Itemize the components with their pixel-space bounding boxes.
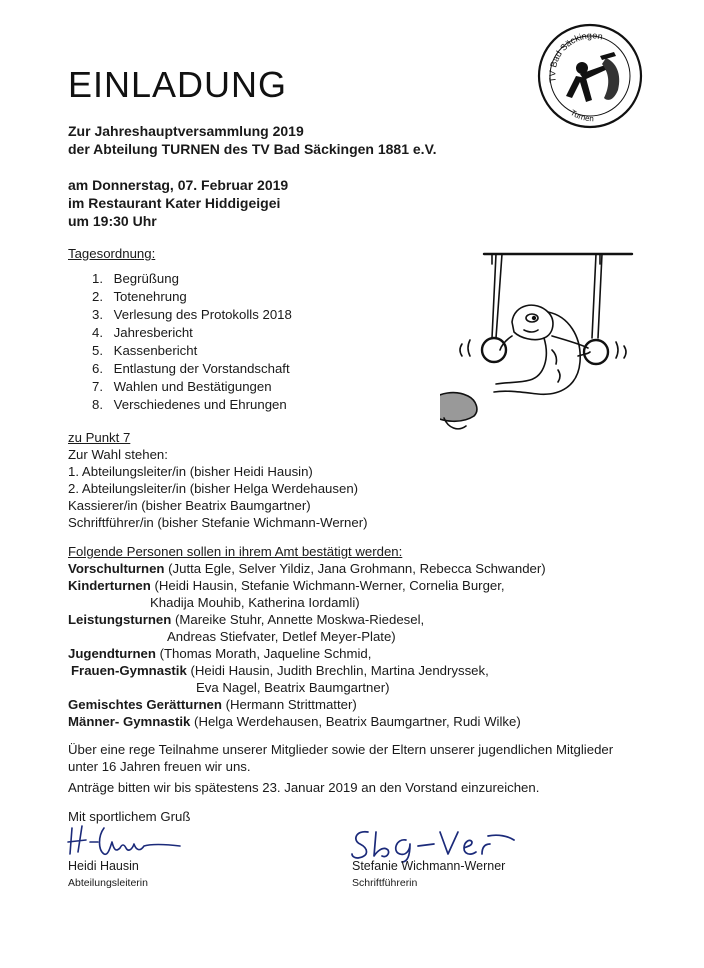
logo-graphic	[536, 22, 644, 130]
greeting: Mit sportlichem Gruß	[68, 809, 191, 824]
logo-bottom-text: Turnen	[568, 108, 594, 124]
signature-scribble-hausin	[64, 822, 194, 858]
agenda-item	[92, 378, 292, 396]
group-people: (Thomas Morath, Jaqueline Schmid,	[155, 646, 372, 661]
group-name: Männer- Gymnastik	[68, 714, 191, 729]
election-item: Schriftführer/in (bisher Stefanie Wichmann-Werner)	[68, 515, 368, 530]
agenda-item-label: Wahlen und Bestätigungen	[113, 379, 272, 394]
election-intro: Zur Wahl stehen:	[68, 447, 168, 462]
group-people: (Heidi Hausin, Judith Brechlin, Martina Jendryssek,	[186, 663, 489, 678]
signature-scribble-wichmann	[348, 824, 518, 864]
agenda-item-label: Entlastung der Vorstandschaft	[113, 361, 290, 376]
meeting-date: am Donnerstag, 07. Februar 2019	[68, 177, 289, 193]
confirmations-heading: Folgende Personen sollen in ihrem Amt bestätigt werden:	[68, 544, 403, 559]
group-people-continued: Andreas Stiefvater, Detlef Meyer-Plate)	[167, 629, 396, 644]
group-jugendturnen	[68, 645, 371, 662]
handwritten-signature	[348, 824, 518, 864]
agenda-list	[92, 270, 292, 414]
handwritten-signature	[64, 822, 194, 858]
meeting-time: um 19:30 Uhr	[68, 213, 157, 229]
group-maenner-gymnastik	[68, 713, 521, 730]
group-people: (Hermann Strittmatter)	[221, 697, 357, 712]
agenda-item	[92, 396, 292, 414]
participation-text: Über eine rege Teilnahme unserer Mitglieder sowie der Eltern unserer jugendlichen Mitglieder	[68, 742, 614, 757]
agenda-item	[92, 360, 292, 378]
agenda-item-label: Verlesung des Protokolls 2018	[113, 307, 292, 322]
signatory-name: Heidi Hausin	[68, 859, 139, 873]
agenda-item	[92, 324, 292, 342]
logo-ring-text: TV Bad Säckingen	[547, 30, 604, 84]
agenda-item-number: 5.	[92, 343, 103, 358]
agenda-heading: Tagesordnung:	[68, 246, 156, 261]
election-item: 1. Abteilungsleiter/in (bisher Heidi Hausin)	[68, 464, 313, 479]
gymnast-illustration	[440, 240, 640, 440]
group-kinderturnen	[68, 577, 505, 594]
agenda-item-number: 4.	[92, 325, 103, 340]
group-name: Kinderturnen	[68, 578, 151, 593]
group-leistungsturnen	[68, 611, 424, 628]
group-vorschulturnen	[68, 560, 546, 577]
election-item: 2. Abteilungsleiter/in (bisher Helga Werdehausen)	[68, 481, 359, 496]
group-frauen-gymnastik	[71, 662, 489, 679]
signatory-role: Schriftführerin	[352, 877, 418, 889]
group-people: (Heidi Hausin, Stefanie Wichmann-Werner, Cornelia Burger,	[150, 578, 505, 593]
point7-heading: zu Punkt 7	[68, 430, 131, 445]
agenda-item	[92, 306, 292, 324]
motions-text: Anträge bitten wir bis spätestens 23. Januar 2019 an den Vorstand einzureichen.	[68, 780, 540, 795]
agenda-item-number: 1.	[92, 271, 103, 286]
group-people: (Helga Werdehausen, Beatrix Baumgartner, Rudi Wilke)	[190, 714, 521, 729]
group-name: Vorschulturnen	[68, 561, 165, 576]
signatory-name: Stefanie Wichmann-Werner	[352, 859, 506, 873]
election-item: Kassierer/in (bisher Beatrix Baumgartner)	[68, 498, 311, 513]
group-name: Leistungsturnen	[68, 612, 172, 627]
agenda-item	[92, 342, 292, 360]
group-people-continued: Eva Nagel, Beatrix Baumgartner)	[196, 680, 390, 695]
meeting-place: im Restaurant Kater Hiddigeigei	[68, 195, 281, 211]
group-people: (Mareike Stuhr, Annette Moskwa-Riedesel,	[171, 612, 425, 627]
agenda-item	[92, 288, 292, 306]
gymnast-on-rings-drawing	[440, 240, 640, 440]
group-people: (Jutta Egle, Selver Yildiz, Jana Grohmann, Rebecca Schwander)	[164, 561, 546, 576]
agenda-item-label: Kassenbericht	[113, 343, 198, 358]
agenda-item-number: 7.	[92, 379, 103, 394]
agenda-item	[92, 270, 292, 288]
agenda-item-label: Totenehrung	[113, 289, 187, 304]
club-logo	[536, 22, 644, 130]
agenda-item-label: Verschiedenes und Ehrungen	[113, 397, 287, 412]
agenda-item-number: 8.	[92, 397, 103, 412]
group-name: Frauen-Gymnastik	[71, 663, 187, 678]
intro-line-2: der Abteilung TURNEN des TV Bad Säckingen 1881 e.V.	[68, 141, 437, 157]
agenda-item-label: Jahresbericht	[113, 325, 193, 340]
intro-line-1: Zur Jahreshauptversammlung 2019	[68, 123, 304, 139]
agenda-item-label: Begrüßung	[113, 271, 179, 286]
agenda-item-number: 3.	[92, 307, 103, 322]
group-name: Jugendturnen	[68, 646, 156, 661]
signatory-role: Abteilungsleiterin	[68, 877, 148, 889]
agenda-item-number: 6.	[92, 361, 103, 376]
group-name: Gemischtes Gerätturnen	[68, 697, 222, 712]
page-title: EINLADUNG	[68, 64, 288, 105]
group-people-continued: Khadija Mouhib, Katherina Iordamli)	[150, 595, 360, 610]
agenda-item-number: 2.	[92, 289, 103, 304]
participation-text-2: unter 16 Jahren freuen wir uns.	[68, 759, 251, 774]
group-gemischtes-geraetturnen	[68, 696, 357, 713]
